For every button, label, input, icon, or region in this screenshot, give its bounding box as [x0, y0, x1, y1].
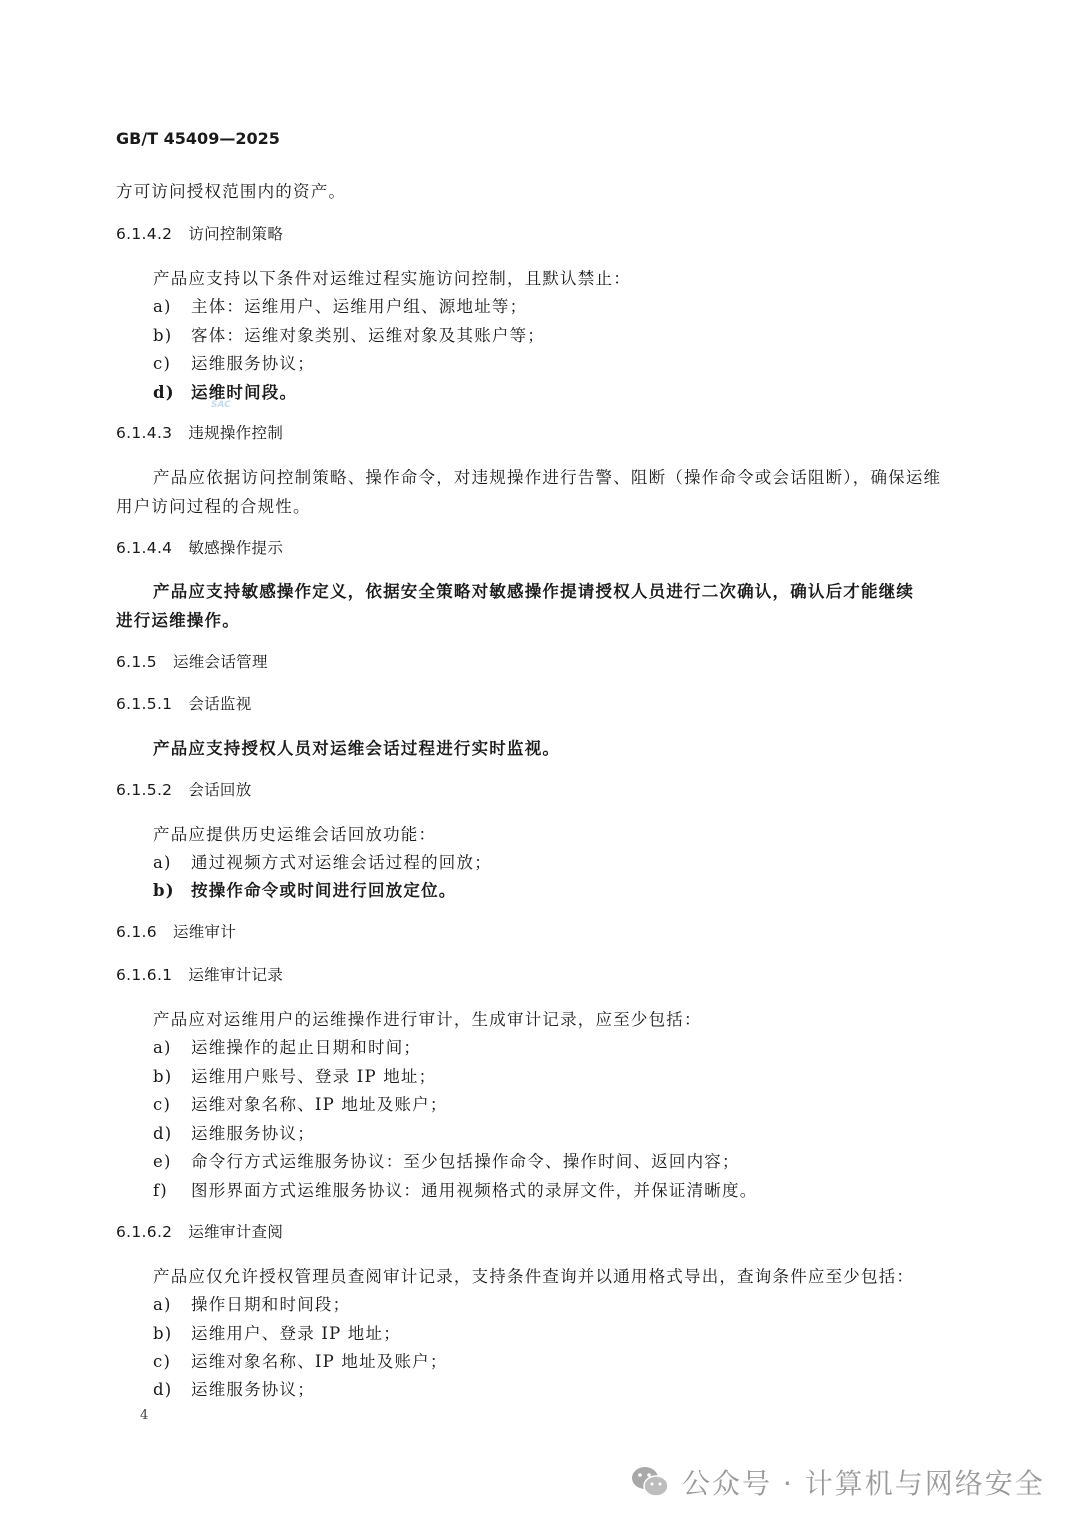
item-text: 命令行方式运维服务协议：至少包括操作命令、操作时间、返回内容；: [191, 1152, 740, 1171]
clause-615-heading: [116, 650, 268, 672]
item-text: 操作日期和时间段；: [191, 1295, 351, 1314]
clause-number: 6.1.5: [116, 653, 157, 671]
clause-6151-heading: [116, 692, 252, 714]
item-label: b): [153, 1324, 173, 1343]
clause-6152-para: 产品应提供历史运维会话回放功能：: [153, 825, 437, 844]
clause-number: 6.1.5.1: [116, 695, 173, 713]
item-label: b): [153, 881, 175, 900]
clause-6144-heading: [116, 536, 283, 558]
item-label: b): [153, 1067, 173, 1086]
item-label: c): [153, 1352, 172, 1371]
clause-6161-para: 产品应对运维用户的运维操作进行审计，生成审计记录，应至少包括：: [153, 1010, 702, 1029]
clause-title: 运维审计: [172, 923, 237, 941]
list-item: [153, 1376, 315, 1400]
clause-title: 违规操作控制: [188, 424, 284, 442]
clause-number: 6.1.6.1: [116, 966, 173, 984]
clause-title: 会话监视: [188, 695, 252, 713]
clause-6152-heading: [116, 778, 252, 800]
list-item: [153, 1120, 315, 1144]
clause-number: 6.1.4.3: [116, 424, 173, 442]
item-text: 客体：运维对象类别、运维对象及其账户等；: [191, 326, 545, 345]
item-text: 主体：运维用户、运维用户组、源地址等；: [191, 297, 528, 316]
list-item: [153, 1320, 401, 1344]
list-item: [153, 1063, 436, 1087]
item-label: d): [153, 383, 175, 402]
watermark-text: 公众号 · 计算机与网络安全: [682, 1467, 1045, 1500]
clause-6162-para: 产品应仅允许授权管理员查阅审计记录，支持条件查询并以通用格式导出，查询条件应至少包括：: [153, 1267, 915, 1286]
list-item: [153, 1348, 448, 1372]
item-text: 运维操作的起止日期和时间；: [191, 1038, 422, 1057]
item-label: a): [153, 1295, 172, 1314]
page-number: 4: [140, 1408, 149, 1423]
item-label: d): [153, 1380, 173, 1399]
list-item: [153, 322, 545, 346]
item-text: 运维对象名称、IP 地址及账户；: [191, 1352, 448, 1371]
item-text: 运维用户、登录 IP 地址；: [191, 1324, 401, 1343]
item-label: f): [153, 1181, 168, 1200]
item-text: 运维时间段。: [191, 383, 298, 402]
wechat-watermark: [630, 1462, 1045, 1502]
item-text: 按操作命令或时间进行回放定位。: [191, 881, 457, 900]
list-item: [153, 293, 527, 317]
item-label: a): [153, 1038, 172, 1057]
item-text: 运维服务协议；: [191, 1124, 315, 1143]
item-label: c): [153, 354, 172, 373]
clause-6143-para-line1: 产品应依据访问控制策略、操作命令，对违规操作进行告警、阻断（操作命令或会话阻断），确保运维: [153, 468, 942, 487]
clause-6143-heading: [116, 421, 283, 443]
list-item: [153, 1034, 421, 1058]
standard-code: GB/T 45409—2025: [116, 129, 280, 148]
list-item: [153, 350, 315, 374]
item-label: c): [153, 1095, 172, 1114]
sac-logo-icon: SAC: [211, 400, 231, 410]
list-item: [153, 1091, 448, 1115]
clause-6142-para: 产品应支持以下条件对运维过程实施访问控制，且默认禁止：: [153, 269, 631, 288]
clause-number: 6.1.4.2: [116, 225, 173, 243]
item-label: a): [153, 297, 172, 316]
clause-616-heading: [116, 920, 236, 942]
list-item: [153, 877, 457, 901]
clause-6161-heading: [116, 963, 283, 985]
item-text: 运维对象名称、IP 地址及账户；: [191, 1095, 448, 1114]
clause-6144-para-line1: 产品应支持敏感操作定义，依据安全策略对敏感操作提请授权人员进行二次确认，确认后才能继续: [153, 582, 915, 601]
clause-number: 6.1.6.2: [116, 1223, 173, 1241]
clause-6143-para-line2: 用户访问过程的合规性。: [116, 497, 311, 516]
item-text: 运维服务协议；: [191, 1380, 315, 1399]
item-label: b): [153, 326, 173, 345]
clause-title: 会话回放: [188, 781, 252, 799]
clause-title: 运维审计记录: [188, 966, 284, 984]
item-label: a): [153, 853, 172, 872]
list-item: [153, 1148, 740, 1172]
clause-number: 6.1.6: [116, 923, 157, 941]
wechat-icon: [630, 1465, 670, 1499]
item-text: 运维用户账号、登录 IP 地址；: [191, 1067, 437, 1086]
clause-6162-heading: [116, 1220, 283, 1242]
clause-number: 6.1.4.4: [116, 539, 173, 557]
intro-line: 方可访问授权范围内的资产。: [116, 182, 347, 201]
clause-title: 运维会话管理: [172, 653, 268, 671]
item-text: 运维服务协议；: [191, 354, 315, 373]
item-text: 通过视频方式对运维会话过程的回放；: [191, 853, 492, 872]
item-label: e): [153, 1152, 172, 1171]
list-item: [153, 1177, 757, 1201]
clause-title: 运维审计查阅: [188, 1223, 284, 1241]
clause-title: 访问控制策略: [188, 225, 284, 243]
list-item: [153, 1291, 350, 1315]
item-label: d): [153, 1124, 173, 1143]
list-item: [153, 849, 492, 873]
clause-6151-para: 产品应支持授权人员对运维会话过程进行实时监视。: [153, 739, 561, 758]
clause-number: 6.1.5.2: [116, 781, 173, 799]
clause-6144-para-line2: 进行运维操作。: [116, 611, 240, 630]
item-text: 图形界面方式运维服务协议：通用视频格式的录屏文件，并保证清晰度。: [191, 1181, 758, 1200]
clause-title: 敏感操作提示: [188, 539, 284, 557]
clause-6142-heading: [116, 222, 283, 244]
